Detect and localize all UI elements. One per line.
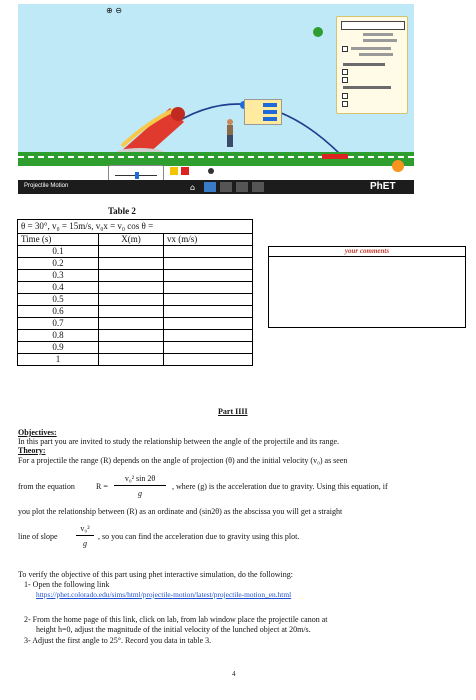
time-cell: 0.5 [18, 294, 99, 306]
data-table [17, 219, 253, 366]
acceleration-vectors-label [343, 86, 391, 89]
col-x-header: X(m) [99, 234, 164, 246]
slope-pre: line of slope [18, 532, 58, 541]
objectives-heading: Objectives: [18, 428, 57, 437]
table-header-formula: θ = 30°, v₀ = 15m/s, v₀x = v₀ cos θ = [18, 220, 253, 234]
time-cell: 0.6 [18, 306, 99, 318]
theory-line-1: For a projectile the range (R) depends on the angle of projection (θ) and the initial velocity (v₀) as seen [18, 456, 348, 465]
step-3: 3- Adjust the first angle to 25°. Record you data in table 3. [24, 636, 212, 645]
table-caption: Table 2 [108, 206, 136, 216]
comments-box[interactable] [268, 246, 466, 328]
screen-intro-icon[interactable] [204, 182, 216, 192]
col-vx-header: vx (m/s) [164, 234, 253, 246]
acceleration-total-checkbox[interactable] [342, 93, 348, 99]
phet-simulation-screenshot [18, 4, 414, 194]
time-cell: 0.9 [18, 342, 99, 354]
equation-numerator: v₀² sin 2θ [124, 474, 156, 483]
velocity-components-checkbox[interactable] [342, 77, 348, 83]
target[interactable] [322, 154, 348, 159]
mass-line [363, 33, 393, 36]
sim-title: Projectile Motion [24, 183, 69, 189]
screen-vectors-icon[interactable] [220, 182, 232, 192]
theory-heading: Theory: [18, 446, 46, 455]
readout-time [263, 117, 277, 121]
step-2a: 2- From the home page of this link, click on lab, from lab window place the projectile canon at [24, 615, 328, 624]
drag-coef-line [359, 53, 393, 56]
projectile-select[interactable] [341, 21, 405, 30]
air-resistance-label [351, 47, 391, 50]
equation-fraction-bar [114, 485, 166, 486]
home-icon[interactable]: ⌂ [190, 183, 196, 192]
time-cell: 0.8 [18, 330, 99, 342]
comments-label: your comments [344, 247, 390, 255]
air-resistance-checkbox[interactable] [342, 46, 348, 52]
slope-denominator: g [83, 539, 87, 548]
projectile-icon [313, 27, 323, 37]
acceleration-components-checkbox[interactable] [342, 101, 348, 107]
ground [18, 152, 414, 166]
erase-button[interactable] [181, 167, 189, 175]
verify-text: To verify the objective of this part using phet interactive simulation, do the following: [18, 570, 293, 579]
screen-drag-icon[interactable] [236, 182, 248, 192]
page-number: 4 [232, 670, 236, 678]
person-head [227, 119, 233, 125]
person-body [227, 125, 233, 135]
time-cell: 0.1 [18, 246, 99, 258]
slope-numerator: v₀² [80, 524, 90, 533]
step-2b: height h=0, adjust the magnitude of the initial velocity of the lunched object at 20m/s. [36, 625, 311, 634]
theory-where: , where (g) is the acceleration due to gravity. Using this equation, if [172, 482, 388, 491]
slope-post: , so you can find the acceleration due to gravity using this plot. [98, 532, 300, 541]
equation-denominator: g [138, 489, 142, 498]
time-cell: 1 [18, 354, 99, 366]
readout-range [263, 103, 277, 107]
data-readout-panel [244, 99, 282, 125]
readout-height [263, 110, 277, 114]
control-panel [336, 16, 408, 114]
objectives-text: In this part you are invited to study the relationship between the angle of the projectile and its range. [18, 437, 340, 446]
col-time-header: Time (s) [18, 234, 99, 246]
screen-lab-icon[interactable] [252, 182, 264, 192]
time-cell: 0.3 [18, 270, 99, 282]
cannon-muzzle [171, 107, 185, 121]
theory-line-3: you plot the relationship between (R) as an ordinate and (sin2θ) as the abscissa you will get a straight [18, 507, 343, 516]
diameter-line [363, 39, 397, 42]
slope-fraction-bar [76, 535, 94, 536]
navigation-bar [18, 180, 414, 194]
ground-dashes [18, 156, 414, 158]
play-icon[interactable] [208, 168, 214, 174]
phet-link[interactable]: https://phet.colorado.edu/sims/html/projectile-motion/latest/projectile-motion_en.html [36, 590, 292, 599]
phet-logo[interactable]: PhET [370, 181, 396, 192]
reset-button[interactable] [392, 160, 404, 172]
fire-button[interactable] [170, 167, 178, 175]
velocity-vectors-label [343, 63, 385, 66]
time-cell: 0.7 [18, 318, 99, 330]
person-legs [227, 135, 233, 147]
step-1: 1- Open the following link [24, 580, 110, 589]
theory-from: from the equation [18, 482, 75, 491]
time-cell: 0.4 [18, 282, 99, 294]
time-cell: 0.2 [18, 258, 99, 270]
velocity-total-checkbox[interactable] [342, 69, 348, 75]
equation-r: R = [96, 482, 108, 491]
part-title: Part IIII [218, 407, 248, 416]
zoom-icon[interactable]: ⊕ ⊖ [106, 6, 122, 15]
comments-divider [269, 256, 465, 257]
